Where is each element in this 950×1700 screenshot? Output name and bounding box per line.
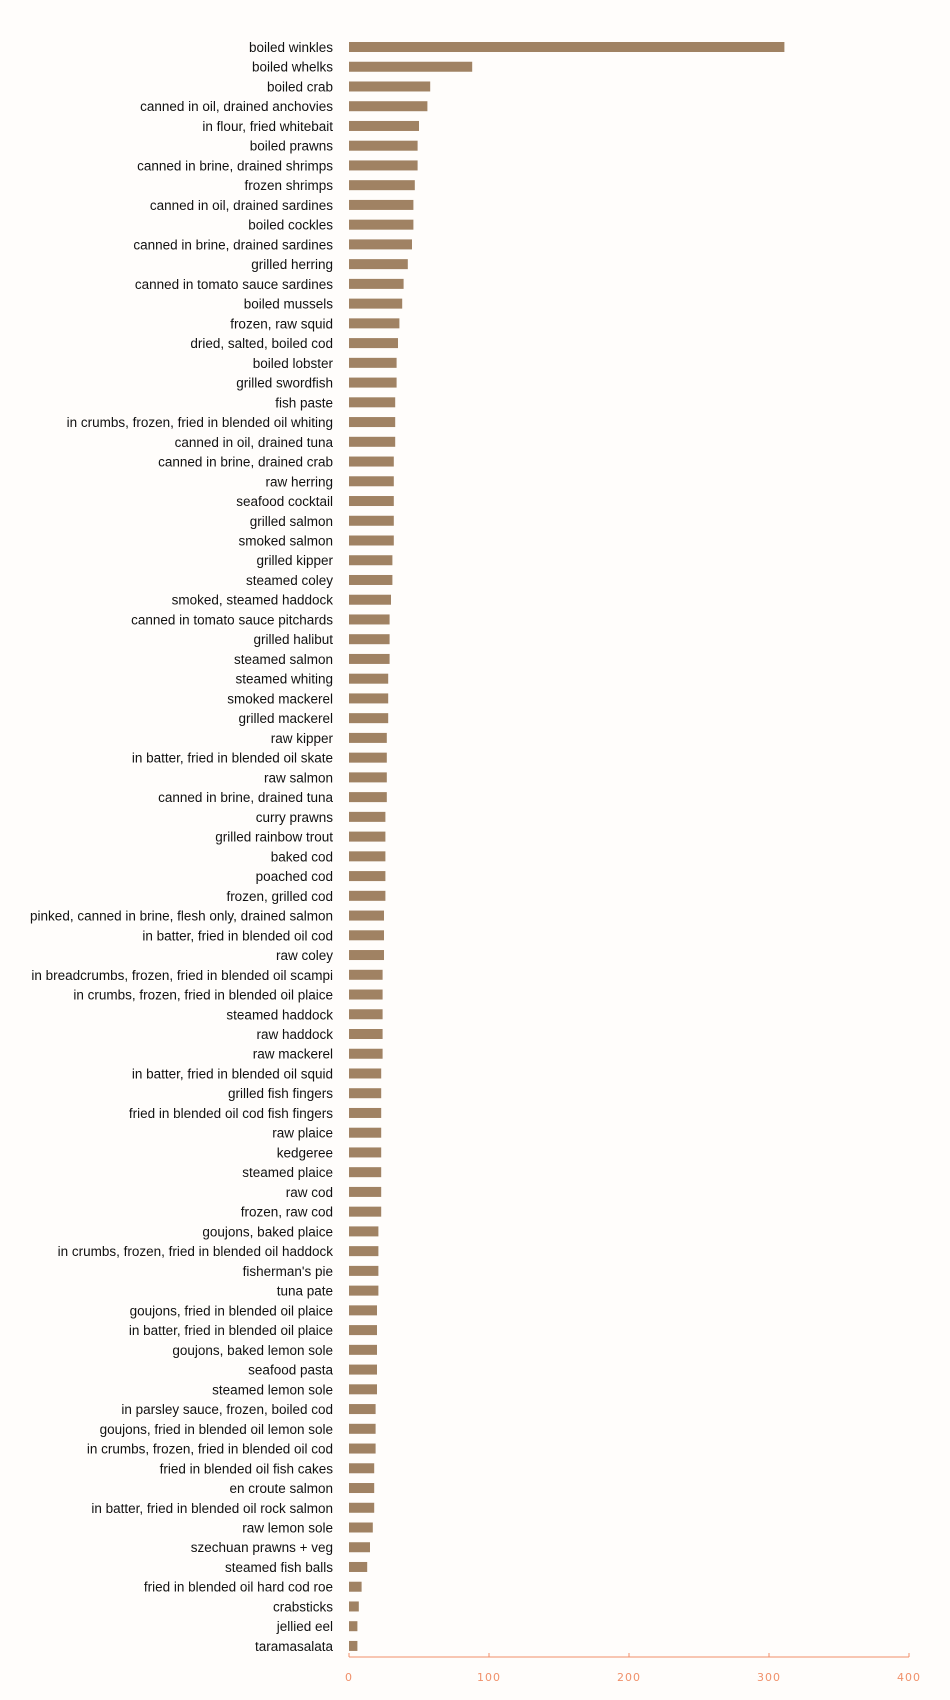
category-label: raw haddock bbox=[256, 1027, 333, 1042]
category-label: grilled swordfish bbox=[236, 375, 333, 391]
category-label: boiled lobster bbox=[252, 355, 333, 371]
bar bbox=[349, 259, 408, 269]
category-label: taramasalata bbox=[254, 1638, 333, 1654]
bar bbox=[349, 1128, 381, 1138]
bar bbox=[349, 239, 412, 249]
bar bbox=[349, 871, 385, 881]
category-label: raw lemon sole bbox=[242, 1520, 333, 1536]
bar bbox=[349, 1305, 377, 1315]
bar bbox=[349, 160, 418, 170]
category-label: steamed fish balls bbox=[224, 1559, 333, 1575]
category-label: seafood pasta bbox=[248, 1362, 333, 1378]
category-label: seafood cocktail bbox=[236, 494, 333, 510]
category-label: smoked, steamed haddock bbox=[171, 592, 333, 608]
category-label: smoked mackerel bbox=[227, 691, 333, 707]
category-label: canned in brine, drained shrimps bbox=[137, 158, 333, 174]
bar bbox=[349, 1286, 378, 1296]
bar bbox=[349, 1246, 378, 1256]
category-label: raw herring bbox=[265, 474, 333, 490]
bar bbox=[349, 555, 392, 565]
category-label: crabsticks bbox=[272, 1599, 333, 1615]
bar bbox=[349, 772, 387, 782]
category-label: jellied eel bbox=[276, 1619, 333, 1635]
bar bbox=[349, 674, 388, 684]
category-label: boiled crab bbox=[266, 79, 333, 95]
bar bbox=[349, 62, 472, 72]
category-label: in batter, fried in blended oil squid bbox=[131, 1066, 333, 1082]
bar bbox=[349, 911, 384, 921]
category-label: fried in blended oil fish cakes bbox=[159, 1461, 333, 1477]
bar bbox=[349, 1463, 374, 1473]
bar bbox=[349, 832, 385, 842]
category-label: grilled halibut bbox=[253, 632, 333, 648]
bar bbox=[349, 42, 784, 52]
category-label: goujons, fried in blended oil lemon sole bbox=[99, 1421, 333, 1437]
category-label: tuna pate bbox=[276, 1283, 333, 1299]
category-label: in crumbs, frozen, fried in blended oil plaice bbox=[73, 987, 333, 1003]
bar bbox=[349, 1068, 381, 1078]
category-label: en croute salmon bbox=[229, 1481, 333, 1497]
category-label: in batter, fried in blended oil plaice bbox=[128, 1323, 333, 1339]
category-label: grilled herring bbox=[251, 257, 333, 273]
category-label: grilled kipper bbox=[256, 553, 333, 569]
bar bbox=[349, 437, 395, 447]
bar bbox=[349, 990, 383, 1000]
bar bbox=[349, 81, 430, 91]
bar bbox=[349, 1365, 377, 1375]
x-tick-label: 400 bbox=[897, 1671, 921, 1684]
category-label: raw salmon bbox=[263, 770, 333, 786]
bar bbox=[349, 950, 384, 960]
category-label: boiled whelks bbox=[251, 59, 333, 75]
category-label: goujons, baked lemon sole bbox=[172, 1342, 333, 1358]
bar bbox=[349, 1187, 381, 1197]
category-label: frozen shrimps bbox=[244, 178, 333, 194]
category-label: szechuan prawns + veg bbox=[190, 1540, 333, 1556]
category-label: grilled mackerel bbox=[238, 711, 333, 727]
category-label: canned in tomato sauce pitchards bbox=[131, 612, 333, 628]
category-label: fried in blended oil hard cod roe bbox=[143, 1579, 333, 1595]
x-tick-label: 300 bbox=[757, 1671, 781, 1684]
bar bbox=[349, 1325, 377, 1335]
bar bbox=[349, 1049, 383, 1059]
category-label: canned in oil, drained tuna bbox=[174, 434, 333, 450]
bar bbox=[349, 1167, 381, 1177]
bar bbox=[349, 1207, 381, 1217]
bar bbox=[349, 220, 413, 230]
category-label: in flour, fried whitebait bbox=[202, 118, 333, 134]
bar bbox=[349, 1345, 377, 1355]
bar bbox=[349, 121, 419, 131]
category-label: steamed haddock bbox=[226, 1007, 333, 1023]
bar bbox=[349, 1483, 374, 1493]
bar bbox=[349, 318, 399, 328]
category-label: in parsley sauce, frozen, boiled cod bbox=[121, 1402, 333, 1418]
bar bbox=[349, 476, 394, 486]
category-label: canned in oil, drained anchovies bbox=[140, 99, 333, 115]
category-label: raw coley bbox=[275, 948, 333, 964]
bar bbox=[349, 101, 427, 111]
bar bbox=[349, 733, 387, 743]
category-label: canned in brine, drained sardines bbox=[133, 237, 333, 253]
x-tick-label: 0 bbox=[345, 1671, 353, 1684]
category-label: pinked, canned in brine, flesh only, drained salmon bbox=[30, 908, 333, 924]
bar bbox=[349, 1384, 377, 1394]
category-label: frozen, raw cod bbox=[240, 1204, 333, 1220]
category-label: in batter, fried in blended oil cod bbox=[142, 928, 333, 944]
bar bbox=[349, 1621, 357, 1631]
category-label: frozen, grilled cod bbox=[226, 888, 333, 904]
category-label: raw plaice bbox=[272, 1125, 333, 1141]
category-label: smoked salmon bbox=[238, 533, 333, 549]
bar bbox=[349, 595, 391, 605]
x-tick-label: 200 bbox=[617, 1671, 641, 1684]
category-label: kedgeree bbox=[276, 1145, 333, 1161]
bar bbox=[349, 891, 385, 901]
bar bbox=[349, 713, 388, 723]
bar bbox=[349, 1444, 376, 1454]
category-labels bbox=[30, 40, 333, 1654]
category-label: fisherman's pie bbox=[242, 1263, 333, 1279]
category-label: baked cod bbox=[270, 849, 333, 865]
category-label: in crumbs, frozen, fried in blended oil whiting bbox=[66, 415, 333, 431]
category-label: in batter, fried in blended oil skate bbox=[131, 750, 333, 766]
bar bbox=[349, 1542, 370, 1552]
bar bbox=[349, 1562, 367, 1572]
category-label: goujons, baked plaice bbox=[202, 1224, 333, 1240]
bar bbox=[349, 536, 394, 546]
category-label: fish paste bbox=[275, 395, 333, 411]
bar bbox=[349, 930, 384, 940]
category-label: steamed whiting bbox=[235, 671, 333, 687]
bars-group bbox=[349, 42, 784, 1651]
category-label: curry prawns bbox=[255, 809, 333, 825]
category-label: canned in oil, drained sardines bbox=[149, 197, 333, 213]
bar bbox=[349, 1029, 383, 1039]
category-label: grilled salmon bbox=[249, 513, 333, 529]
category-label: steamed salmon bbox=[233, 651, 333, 667]
bar bbox=[349, 1266, 378, 1276]
bar bbox=[349, 792, 387, 802]
bar bbox=[349, 654, 390, 664]
category-label: grilled rainbow trout bbox=[215, 829, 333, 845]
bar bbox=[349, 141, 418, 151]
bar bbox=[349, 1582, 362, 1592]
bar bbox=[349, 457, 394, 467]
category-label: in batter, fried in blended oil rock salmon bbox=[91, 1500, 333, 1516]
category-label: in breadcrumbs, frozen, fried in blended oil scampi bbox=[31, 967, 333, 983]
bar bbox=[349, 180, 415, 190]
category-label: raw mackerel bbox=[252, 1046, 333, 1062]
bar bbox=[349, 970, 383, 980]
bar bbox=[349, 358, 397, 368]
x-axis bbox=[345, 1653, 921, 1684]
bar bbox=[349, 279, 404, 289]
category-label: steamed lemon sole bbox=[212, 1382, 333, 1398]
bar bbox=[349, 338, 398, 348]
bar bbox=[349, 1404, 376, 1414]
bar bbox=[349, 1226, 378, 1236]
bar bbox=[349, 397, 395, 407]
bar bbox=[349, 851, 385, 861]
bar bbox=[349, 1088, 381, 1098]
category-label: dried, salted, boiled cod bbox=[190, 336, 333, 352]
bar bbox=[349, 1523, 373, 1533]
category-label: frozen, raw squid bbox=[230, 316, 333, 332]
bar bbox=[349, 299, 402, 309]
bar bbox=[349, 575, 392, 585]
category-label: canned in brine, drained crab bbox=[158, 454, 333, 470]
category-label: boiled winkles bbox=[248, 40, 333, 55]
bar bbox=[349, 496, 394, 506]
category-label: boiled cockles bbox=[248, 217, 333, 233]
bar bbox=[349, 634, 390, 644]
bar bbox=[349, 1601, 359, 1611]
category-label: boiled prawns bbox=[249, 138, 333, 154]
bar bbox=[349, 1503, 374, 1513]
bar bbox=[349, 693, 388, 703]
bar bbox=[349, 1108, 381, 1118]
category-label: raw cod bbox=[285, 1184, 333, 1200]
bar bbox=[349, 812, 385, 822]
category-label: steamed coley bbox=[245, 572, 333, 588]
category-label: grilled fish fingers bbox=[227, 1086, 333, 1102]
bar bbox=[349, 753, 387, 763]
category-label: canned in brine, drained tuna bbox=[158, 790, 333, 806]
x-tick-label: 100 bbox=[477, 1671, 501, 1684]
category-label: boiled mussels bbox=[243, 296, 333, 312]
category-label: in crumbs, frozen, fried in blended oil haddock bbox=[57, 1244, 333, 1260]
bar bbox=[349, 1641, 357, 1651]
category-label: goujons, fried in blended oil plaice bbox=[129, 1303, 333, 1319]
bar bbox=[349, 614, 390, 624]
bar bbox=[349, 200, 413, 210]
category-label: fried in blended oil cod fish fingers bbox=[128, 1105, 333, 1121]
category-label: in crumbs, frozen, fried in blended oil cod bbox=[86, 1441, 333, 1457]
bar bbox=[349, 378, 397, 388]
bar bbox=[349, 417, 395, 427]
category-label: raw kipper bbox=[270, 730, 333, 746]
category-label: steamed plaice bbox=[242, 1165, 333, 1181]
bar bbox=[349, 1147, 381, 1157]
category-label: canned in tomato sauce sardines bbox=[134, 276, 333, 292]
category-label: poached cod bbox=[255, 869, 333, 885]
bar bbox=[349, 1424, 376, 1434]
bar bbox=[349, 1009, 383, 1019]
bar bbox=[349, 516, 394, 526]
